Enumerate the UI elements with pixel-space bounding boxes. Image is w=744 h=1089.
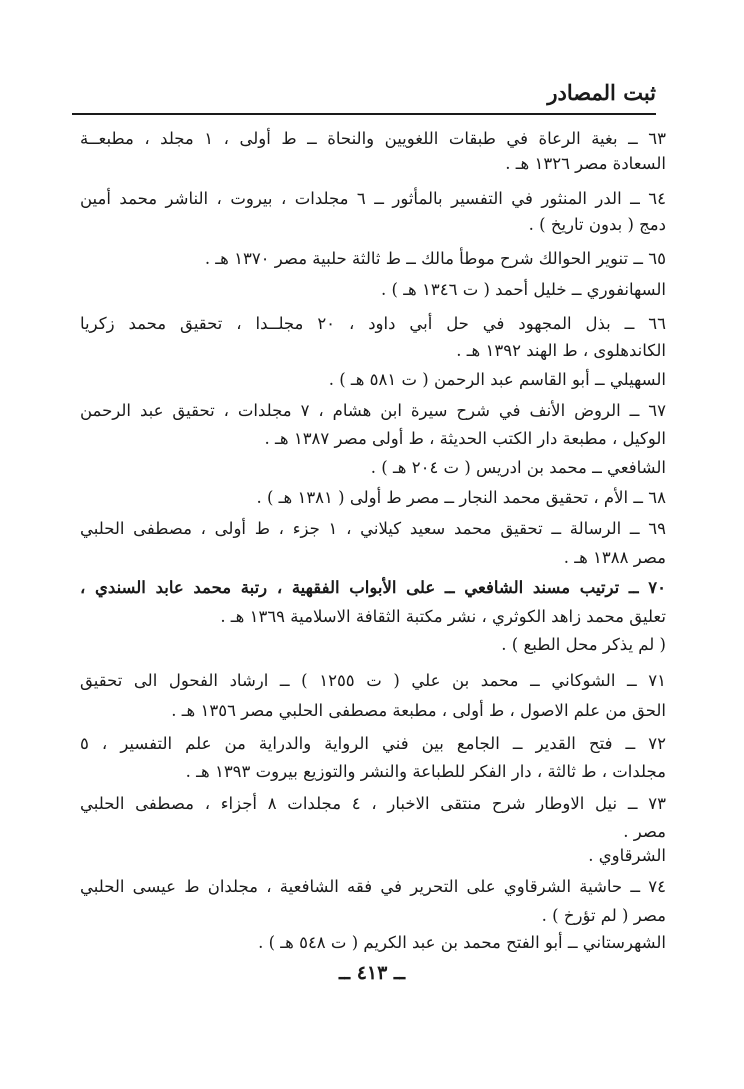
text-line: ٧٣ ــ نيل الاوطار شرح منتقى الاخبار ، ٤ مجلدات ٨ أجزاء ، مصطفى الحلبي (80, 794, 666, 813)
text-line: دمج ( بدون تاريخ ) . (528, 215, 666, 234)
page-number: ــ ٤١٣ ــ (338, 962, 406, 984)
text-line: السهيلي ــ أبو القاسم عبد الرحمن ( ت ٥٨١ هـ ) . (328, 370, 666, 389)
text-line: تعليق محمد زاهد الكوثري ، نشر مكتبة الثقافة الاسلامية ١٣٦٩ هـ . (220, 607, 666, 626)
page-title: ثبت المصادر (547, 80, 656, 105)
text-line: الشافعي ــ محمد بن ادريس ( ت ٢٠٤ هـ ) . (370, 458, 666, 477)
text-line: الشرقاوي . (588, 846, 666, 865)
text-line: الوكيل ، مطبعة دار الكتب الحديثة ، ط أولى مصر ١٣٨٧ هـ . (264, 429, 666, 448)
text-line: ٦٨ ــ الأم ، تحقيق محمد النجار ــ مصر ط أولى ( ١٣٨١ هـ ) . (256, 488, 666, 507)
text-line: ٧٠ ــ ترتيب مسند الشافعي ــ على الأبواب الفقهية ، رتبة محمد عابد السندي ، (80, 578, 666, 597)
text-line: ٦٦ ــ بذل المجهود في حل أبي داود ، ٢٠ مجلــدا ، تحقيق محمد زكريا (80, 314, 666, 333)
text-line: ٧٢ ــ فتح القدير ــ الجامع بين فني الرواية والدراية من علم التفسير ، ٥ (80, 734, 666, 753)
text-line: الحق من علم الاصول ، ط أولى ، مطبعة مصطفى الحلبي مصر ١٣٥٦ هـ . (171, 701, 666, 720)
text-line: مصر ( لم تؤرخ ) . (541, 906, 666, 925)
text-line: ٧١ ــ الشوكاني ــ محمد بن علي ( ت ١٢٥٥ ) ــ ارشاد الفحول الى تحقيق (80, 671, 666, 690)
text-line: السهانفوري ــ خليل أحمد ( ت ١٣٤٦ هـ ) . (381, 280, 666, 299)
text-line: السعادة مصر ١٣٢٦ هـ . (505, 154, 666, 173)
text-line: الشهرستاني ــ أبو الفتح محمد بن عبد الكريم ( ت ٥٤٨ هـ ) . (258, 933, 666, 952)
text-line: مصر ١٣٨٨ هـ . (563, 548, 666, 567)
header-rule (72, 113, 656, 115)
text-line: ٦٤ ــ الدر المنثور في التفسير بالمأثور ــ ٦ مجلدات ، بيروت ، الناشر محمد أمين (80, 189, 666, 208)
text-line: مجلدات ، ط ثالثة ، دار الفكر للطباعة والنشر والتوزيع بيروت ١٣٩٣ هـ . (185, 762, 666, 781)
text-line: ٦٩ ــ الرسالة ــ تحقيق محمد سعيد كيلاني ، ١ جزء ، ط أولى ، مصطفى الحلبي (80, 519, 666, 538)
text-line: ٧٤ ــ حاشية الشرقاوي على التحرير في فقه الشافعية ، مجلدان ط عيسى الحلبي (80, 877, 666, 896)
text-line: ( لم يذكر محل الطبع ) . (501, 635, 666, 654)
text-line: ٦٧ ــ الروض الأنف في شرح سيرة ابن هشام ، ٧ مجلدات ، تحقيق عبد الرحمن (80, 401, 666, 420)
text-line: ٦٥ ــ تنوير الحوالك شرح موطأ مالك ــ ط ثالثة حلبية مصر ١٣٧٠ هـ . (204, 249, 666, 268)
text-line: مصر . (623, 822, 666, 841)
text-line: ٦٣ ــ بغية الرعاة في طبقات اللغويين والنحاة ــ ط أولى ، ١ مجلد ، مطبعــة (80, 129, 666, 148)
text-line: الكاندهلوى ، ط الهند ١٣٩٢ هـ . (456, 341, 666, 360)
